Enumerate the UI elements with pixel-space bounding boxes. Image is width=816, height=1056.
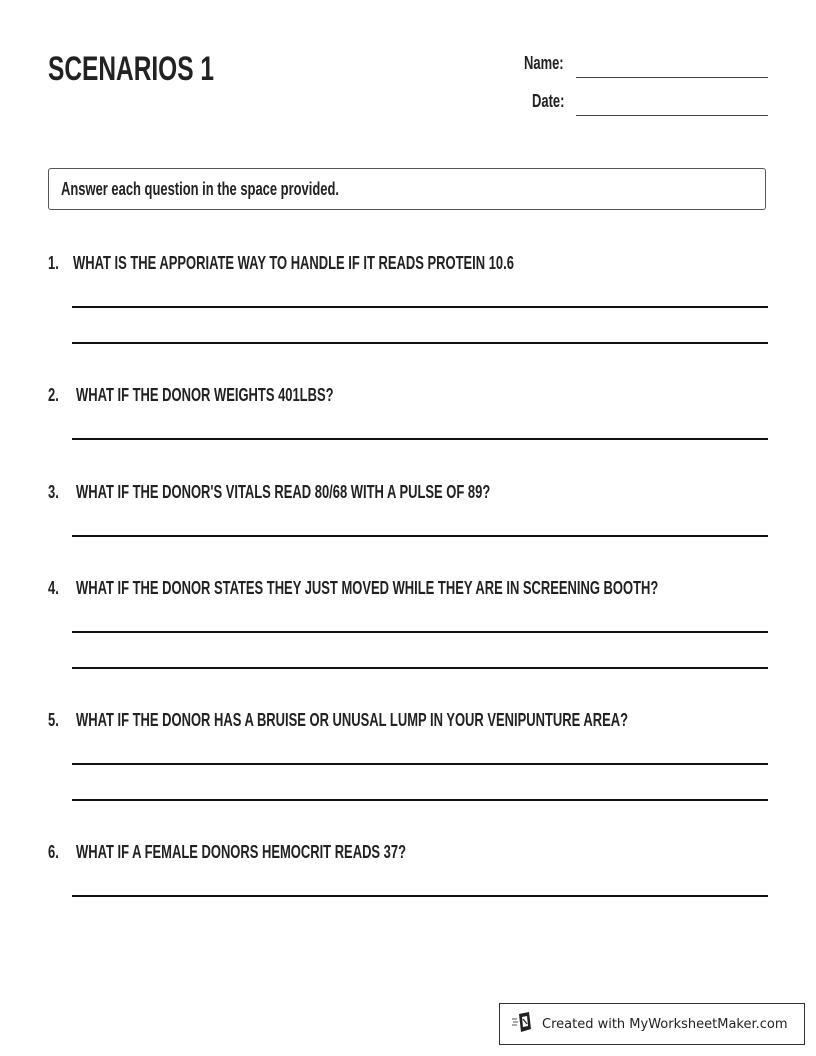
question-text: WHAT IF THE DONOR HAS A BRUISE OR UNUSAL LUMP IN YOUR VENIPUNTURE AREA? (76, 710, 629, 730)
question-text: WHAT IF THE DONOR WEIGHTS 401LBS? (76, 385, 334, 405)
page-title: SCENARIOS 1 (48, 50, 214, 88)
question-number: 1. (48, 253, 59, 273)
question-text: WHAT IS THE APPORIATE WAY TO HANDLE IF IT READS PROTEIN 10.6 (73, 253, 514, 273)
name-label: Name: (524, 53, 564, 73)
answer-line[interactable] (72, 438, 768, 440)
question-text: WHAT IF A FEMALE DONORS HEMOCRIT READS 37? (76, 842, 407, 862)
answer-line[interactable] (72, 342, 768, 344)
instructions-box (48, 168, 766, 210)
answer-line[interactable] (72, 895, 768, 897)
answer-line[interactable] (72, 535, 768, 537)
question-text: WHAT IF THE DONOR'S VITALS READ 80/68 WITH A PULSE OF 89? (76, 482, 491, 502)
question-number: 6. (48, 842, 59, 862)
footer-credit[interactable] (499, 1003, 805, 1045)
question-number: 3. (48, 482, 59, 502)
name-field[interactable] (576, 77, 768, 78)
question-text: WHAT IF THE DONOR STATES THEY JUST MOVED WHILE THEY ARE IN SCREENING BOOTH? (76, 578, 659, 598)
answer-line[interactable] (72, 763, 768, 765)
answer-line[interactable] (72, 306, 768, 308)
answer-line[interactable] (72, 667, 768, 669)
date-label: Date: (532, 91, 565, 111)
question-number: 2. (48, 385, 59, 405)
worksheet-maker-logo-icon (512, 1012, 534, 1037)
question-number: 5. (48, 710, 59, 730)
footer-text: Created with MyWorksheetMaker.com (542, 1016, 788, 1032)
instructions-text: Answer each question in the space provided. (61, 179, 339, 199)
answer-line[interactable] (72, 799, 768, 801)
date-field[interactable] (576, 115, 768, 116)
question-number: 4. (48, 578, 59, 598)
answer-line[interactable] (72, 631, 768, 633)
